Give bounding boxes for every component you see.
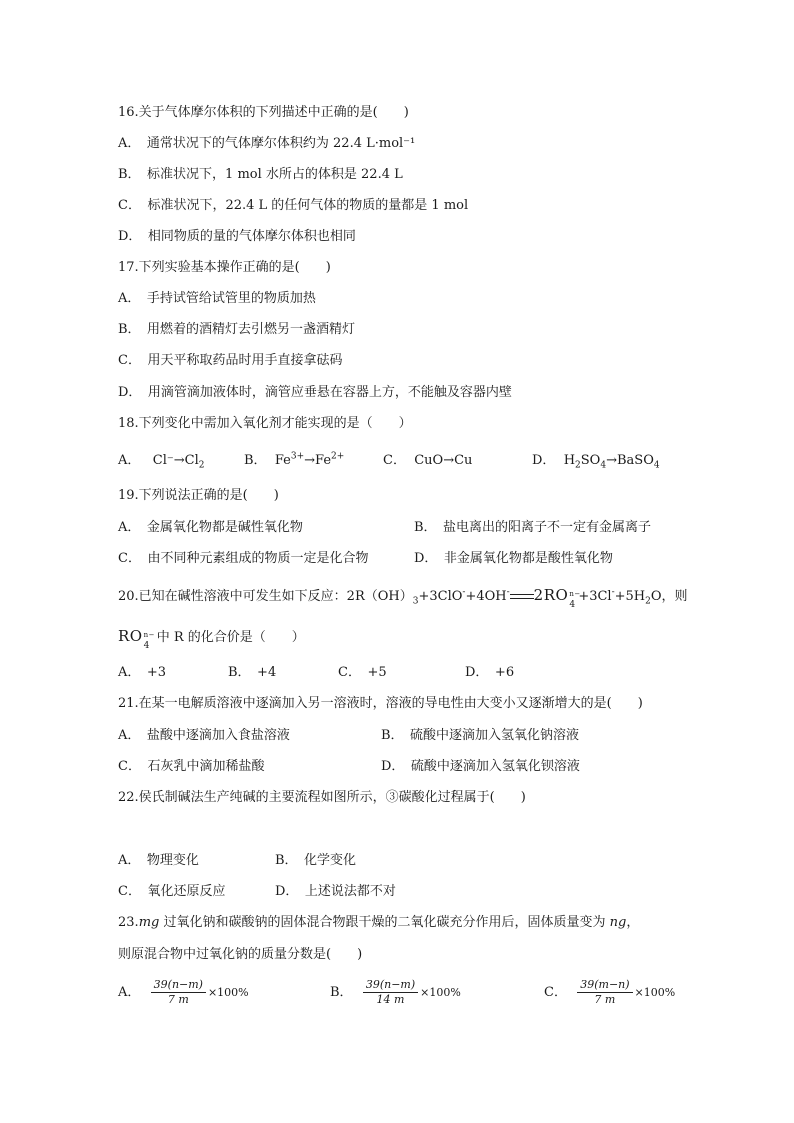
q20-stem-line1 bbox=[118, 586, 688, 610]
q23-line1-pre: 23. bbox=[118, 915, 139, 930]
q22-option-c: C． 氧化还原反应 bbox=[118, 884, 226, 899]
q18-d-post: →BaSO bbox=[606, 453, 654, 468]
q20-option-b: B． +4 bbox=[228, 665, 277, 680]
q18-d-sub3: 4 bbox=[653, 460, 660, 471]
q20-stem-sub: 3 bbox=[412, 596, 419, 607]
q18-c-label: C． bbox=[383, 453, 406, 468]
q23-option-a bbox=[118, 978, 249, 1007]
q23-c-den: 7 m bbox=[594, 993, 616, 1006]
q23-b-fraction bbox=[363, 978, 418, 1007]
q20-line2-ro-sup: n− bbox=[143, 631, 155, 639]
q16-option-d: D． 相同物质的量的气体摩尔体积也相同 bbox=[118, 229, 356, 244]
q20-option-c: C． +5 bbox=[338, 665, 387, 680]
q19-stem: 19.下列说法正确的是( ) bbox=[118, 488, 279, 503]
q23-c-num: 39(m−n) bbox=[577, 978, 632, 993]
q20-coef: 2RO bbox=[533, 586, 569, 604]
q22-option-b: B． 化学变化 bbox=[275, 853, 357, 868]
q23-c-fraction bbox=[577, 978, 632, 1007]
q20-ro-sub: 4 bbox=[569, 600, 576, 610]
q16-option-c: C． 标准状况下，22.4 L 的任何气体的物质的量都是 1 mol bbox=[118, 198, 469, 213]
q21-option-b: B． 硫酸中逐滴加入氢氧化钠溶液 bbox=[381, 728, 580, 743]
q17-option-b: B． 用燃着的酒精灯去引燃另一盏酒精灯 bbox=[118, 322, 356, 337]
q19-option-d: D． 非金属氧化物都是酸性氧化物 bbox=[414, 551, 613, 566]
q18-d-label: D． bbox=[532, 453, 556, 468]
q16-option-a: A． 通常状况下的气体摩尔体积约为 22.4 L·mol⁻¹ bbox=[118, 136, 416, 151]
q18-option-d bbox=[532, 452, 660, 470]
q18-option-c bbox=[383, 452, 472, 470]
q20-line2-ro-sub: 4 bbox=[143, 641, 150, 651]
q23-line1-mid: 过氧化钠和碳酸钠的固体混合物跟干燥的二氧化碳充分作用后，固体质量变为 bbox=[159, 915, 610, 930]
q17-option-a: A． 手持试管给试管里的物质加热 bbox=[118, 291, 316, 306]
q23-b-percent: ×100% bbox=[420, 986, 461, 999]
q18-a-sub: 2 bbox=[198, 460, 205, 471]
q19-option-c: C． 由不同种元素组成的物质一定是化合物 bbox=[118, 551, 369, 566]
q18-c-text: CuO→Cu bbox=[414, 453, 473, 468]
q20-stem-post: +3Cl bbox=[578, 589, 612, 604]
q23-a-num: 39(n−m) bbox=[151, 978, 206, 993]
q16-stem: 16.关于气体摩尔体积的下列描述中正确的是( ) bbox=[118, 105, 409, 120]
q18-d-mid: SO bbox=[580, 453, 601, 468]
q20-stem-post2-sub: 2 bbox=[645, 596, 651, 607]
q20-stem-mid: +3ClO bbox=[418, 589, 463, 604]
q20-stem-mid-sup: - bbox=[462, 587, 466, 598]
q23-c-label: C． bbox=[544, 985, 567, 1000]
q23-stem-line1 bbox=[118, 914, 639, 932]
q16-option-b: B． 标准状况下，1 mol 水所占的体积是 22.4 L bbox=[118, 167, 403, 182]
q20-stem-post3: O，则 bbox=[650, 589, 688, 604]
q18-option-b bbox=[244, 452, 344, 470]
q21-option-a: A． 盐酸中逐滴加入食盐溶液 bbox=[118, 728, 290, 743]
q18-b-sup2: 2+ bbox=[331, 451, 345, 462]
q20-stem-post2: +5H bbox=[614, 589, 646, 604]
q20-line2-ro: RO bbox=[118, 627, 143, 645]
q18-b-label: B． bbox=[244, 453, 267, 468]
q23-b-den: 14 m bbox=[376, 993, 405, 1006]
q21-stem: 21.在某一电解质溶液中逐滴加入另一溶液时，溶液的导电性由大变小又逐渐增大的是( ) bbox=[118, 696, 643, 711]
q23-line1-post: ， bbox=[626, 915, 640, 930]
q18-stem: 18.下列变化中需加入氧化剂才能实现的是（ ） bbox=[118, 416, 412, 431]
q17-option-c: C． 用天平称取药品时用手直接拿砝码 bbox=[118, 353, 343, 368]
q18-option-a bbox=[118, 452, 205, 470]
q20-stem-mid2-sup: - bbox=[506, 587, 510, 598]
q18-d-sub1: 2 bbox=[575, 460, 581, 471]
q19-option-b: B． 盐电离出的阳离子不一定有金属离子 bbox=[414, 520, 652, 535]
q20-ro-sup: n− bbox=[569, 590, 581, 598]
q20-stem-mid2: +4OH bbox=[465, 589, 507, 604]
q23-b-num: 39(n−m) bbox=[363, 978, 418, 993]
q23-a-den: 7 m bbox=[167, 993, 189, 1006]
q23-option-c bbox=[544, 978, 675, 1007]
q20-stem-post-sup: - bbox=[611, 587, 615, 598]
q23-a-percent: ×100% bbox=[207, 986, 249, 999]
q17-option-d: D． 用滴管滴加液体时，滴管应垂悬在容器上方，不能触及容器内壁 bbox=[118, 385, 512, 400]
q18-b-sup1: 3+ bbox=[290, 451, 305, 462]
q20-ro4-ion bbox=[533, 586, 581, 610]
q22-option-a: A． 物理变化 bbox=[118, 853, 199, 868]
q23-a-fraction bbox=[151, 978, 206, 1007]
q18-b-mid: →Fe bbox=[304, 453, 332, 468]
q20-stem-pre: 20.已知在碱性溶液中可发生如下反应：2R（OH） bbox=[118, 589, 413, 604]
q17-stem: 17.下列实验基本操作正确的是( ) bbox=[118, 260, 331, 275]
q18-d-pre: H bbox=[563, 453, 576, 468]
q18-b-pre: Fe bbox=[274, 453, 291, 468]
q23-stem-line2: 则原混合物中过氧化钠的质量分数是( ) bbox=[118, 947, 363, 962]
q20-line2-text: 中 R 的化合价是（ ） bbox=[152, 630, 305, 645]
q20-stem-line2 bbox=[118, 627, 305, 651]
q18-a-label: A． bbox=[118, 453, 141, 468]
q23-option-b bbox=[330, 978, 461, 1007]
q21-option-c: C． 石灰乳中滴加稀盐酸 bbox=[118, 759, 265, 774]
q22-option-d: D． 上述说法都不对 bbox=[275, 884, 396, 899]
q23-mass-m: mg bbox=[138, 915, 160, 930]
q19-option-a: A． 金属氧化物都是碱性氧化物 bbox=[118, 520, 303, 535]
q20-option-a: A． +3 bbox=[118, 665, 167, 680]
q18-a-text: Cl⁻→Cl bbox=[152, 453, 199, 468]
q23-a-label: A． bbox=[118, 985, 141, 1000]
q20-line2-ro4 bbox=[118, 627, 155, 651]
q21-option-d: D． 硫酸中逐滴加入氢氧化钡溶液 bbox=[381, 759, 580, 774]
q18-d-sub2: 4 bbox=[600, 460, 607, 471]
q20-option-d: D． +6 bbox=[465, 665, 515, 680]
q23-b-label: B． bbox=[330, 985, 353, 1000]
q22-stem: 22.侯氏制碱法生产纯碱的主要流程如图所示，③碳酸化过程属于( ) bbox=[118, 790, 526, 805]
q23-mass-n: ng bbox=[609, 915, 627, 930]
equal-arrow-icon bbox=[510, 593, 534, 601]
q23-c-percent: ×100% bbox=[634, 986, 676, 999]
